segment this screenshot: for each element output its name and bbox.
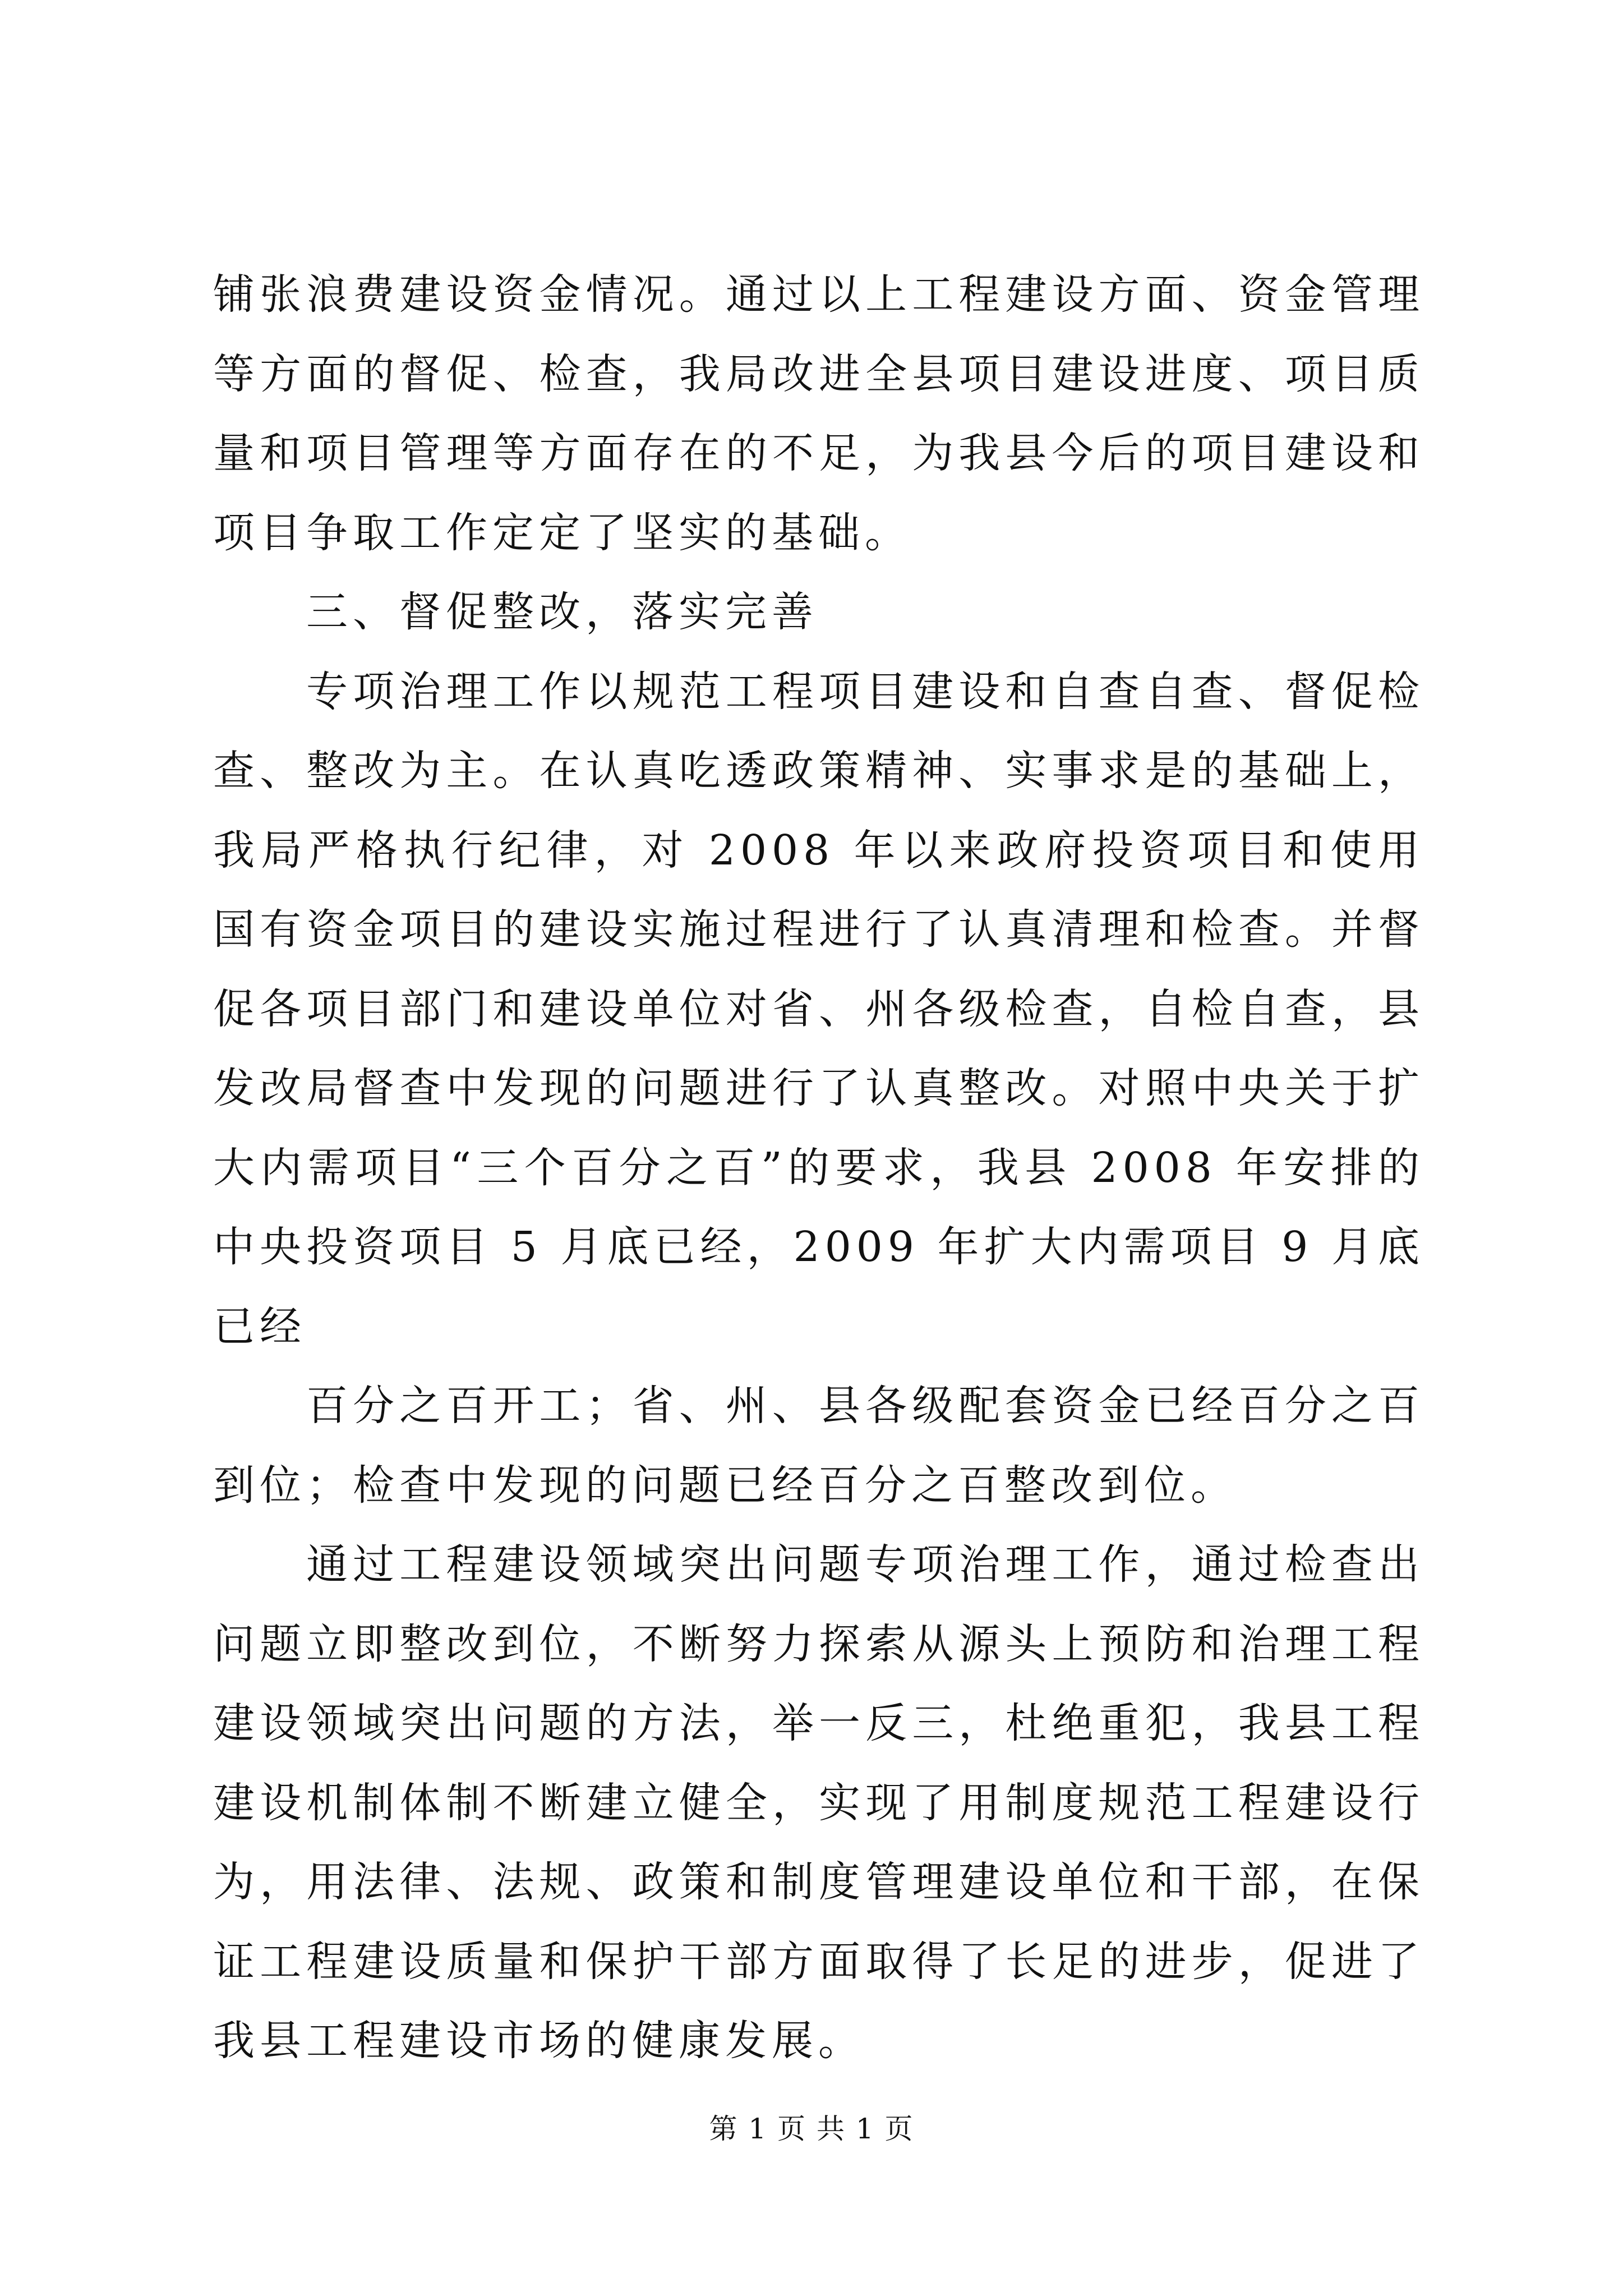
document-body xyxy=(213,255,1424,2081)
paragraph-1: 铺张浪费建设资金情况。通过以上工程建设方面、资金管理等方面的督促、检查，我局改进全县项目建设进度、项目质量和项目管理等方面存在的不足，为我县今后的项目建设和项目争取工作定定了坚实的基础。 xyxy=(213,270,1424,557)
paragraph-4: 百分之百开工；省、州、县各级配套资金已经百分之百到位；检查中发现的问题已经百分之百整改到位。 xyxy=(213,1382,1424,1510)
paragraph-3: 专项治理工作以规范工程项目建设和自查自查、督促检查、整改为主。在认真吃透政策精神、实事求是的基础上，我局严格执行纪律，对 2008 年以来政府投资项目和使用国有资金项目的建设实施过程进行了认真清理和检查。并督促各项目部门和建设单位对省、州各级检查，自检自查，县发改局督查中发现的问题进行了认真整改。对照中央关于扩大内需项目“三个百分之百”的要求，我县 2008 年安排的中央投资项目 5 月底已经，2009 年扩大内需项目 9 月底已经 xyxy=(213,667,1424,1351)
paragraph-5: 通过工程建设领域突出问题专项治理工作，通过检查出问题立即整改到位，不断努力探索从源头上预防和治理工程建设领域突出问题的方法，举一反三，杜绝重犯，我县工程建设机制体制不断建立健全，实现了用制度规范工程建设行为，用法律、法规、政策和制度管理建设单位和干部，在保证工程建设质量和保护干部方面取得了长足的进步，促进了我县工程建设市场的健康发展。 xyxy=(213,1540,1424,2065)
page-footer: 第 1 页 共 1 页 xyxy=(709,2113,914,2145)
section-heading-3: 三、督促整改，落实完善 xyxy=(306,588,818,636)
